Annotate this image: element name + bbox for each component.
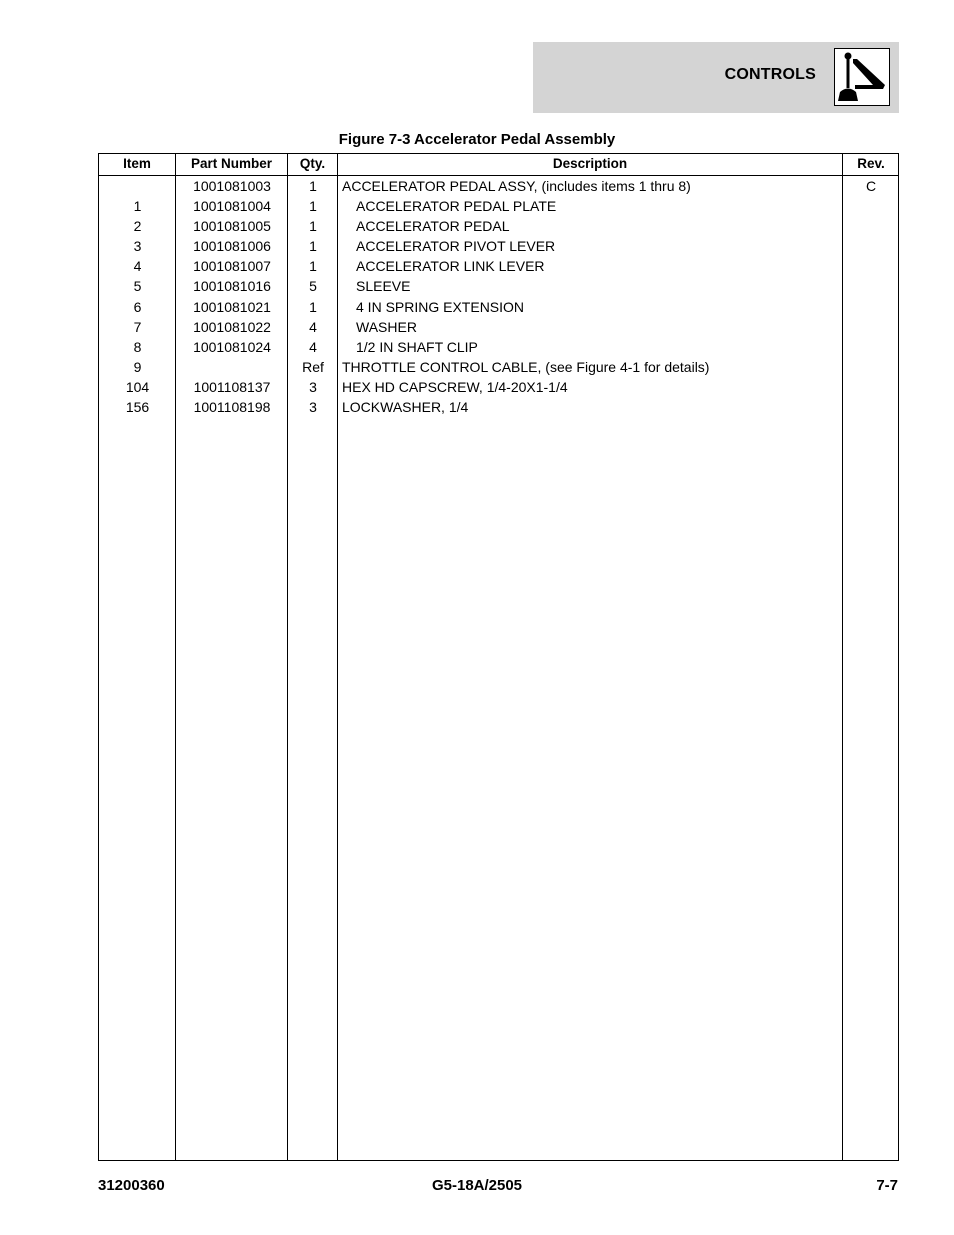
item-number: 104	[125, 378, 150, 395]
description: SLEEVE	[356, 278, 411, 295]
column-header-item: Item	[123, 156, 151, 171]
quantity: 1	[309, 238, 317, 255]
quantity: 4	[309, 338, 317, 355]
description: LOCKWASHER, 1/4	[342, 399, 469, 416]
quantity: 3	[309, 378, 317, 395]
section-header	[533, 42, 899, 113]
item-number: 4	[133, 258, 142, 275]
item-number: 8	[133, 338, 142, 355]
table-body	[99, 177, 898, 418]
table-row	[99, 338, 898, 358]
table-row	[99, 257, 898, 277]
quantity: 3	[309, 399, 317, 416]
page-number: 7-7	[876, 1177, 898, 1194]
figure-title: Figure 7-3 Accelerator Pedal Assembly	[338, 131, 616, 148]
part-number: 1001081016	[193, 278, 271, 295]
column-header-rev: Rev.	[857, 156, 885, 171]
header-divider	[99, 175, 898, 176]
item-number: 6	[133, 298, 142, 315]
table-row	[99, 177, 898, 197]
item-number: 1	[133, 198, 142, 215]
part-number: 1001081024	[193, 338, 271, 355]
joystick-control-icon	[834, 48, 890, 106]
description: HEX HD CAPSCREW, 1/4-20X1-1/4	[342, 378, 568, 395]
part-number: 1001081004	[193, 198, 271, 215]
quantity: Ref	[302, 358, 324, 375]
revision: C	[865, 178, 877, 194]
model-number: G5-18A/2505	[431, 1177, 523, 1194]
quantity: 1	[309, 198, 317, 215]
part-number: 1001081022	[193, 318, 271, 335]
description: ACCELERATOR LINK LEVER	[356, 258, 545, 275]
section-title: CONTROLS	[724, 66, 816, 83]
quantity: 1	[309, 218, 317, 235]
item-number: 2	[133, 218, 142, 235]
quantity: 1	[309, 258, 317, 275]
part-number: 1001081005	[193, 218, 271, 235]
part-number: 1001081021	[193, 298, 271, 315]
column-header-qty: Qty.	[299, 156, 326, 171]
table-row	[99, 277, 898, 297]
description: 1/2 IN SHAFT CLIP	[356, 338, 478, 355]
column-header-part-number: Part Number	[190, 156, 273, 171]
description: ACCELERATOR PEDAL ASSY, (includes items 1 thru 8)	[342, 178, 691, 194]
table-row	[99, 237, 898, 257]
table-row	[99, 398, 898, 418]
description: THROTTLE CONTROL CABLE, (see Figure 4-1 for details)	[342, 358, 710, 375]
part-number: 1001081007	[193, 258, 271, 275]
description: ACCELERATOR PIVOT LEVER	[356, 238, 556, 255]
part-number: 1001081003	[193, 178, 271, 194]
quantity: 1	[309, 298, 317, 315]
description: WASHER	[356, 318, 417, 335]
table-row	[99, 318, 898, 338]
document-number: 31200360	[98, 1177, 165, 1194]
item-number: 9	[133, 358, 142, 375]
part-number: 1001081006	[193, 238, 271, 255]
part-number: 1001108198	[193, 399, 271, 416]
description: 4 IN SPRING EXTENSION	[356, 298, 525, 315]
column-header-description: Description	[552, 156, 628, 171]
item-number: 3	[133, 238, 142, 255]
quantity: 5	[309, 278, 317, 295]
item-number: 156	[125, 399, 150, 416]
table-row	[99, 298, 898, 318]
description: ACCELERATOR PEDAL	[356, 218, 510, 235]
table-row	[99, 197, 898, 217]
item-number: 7	[133, 318, 142, 335]
table-row	[99, 217, 898, 237]
quantity: 1	[309, 178, 317, 194]
table-row	[99, 378, 898, 398]
table-row	[99, 358, 898, 378]
item-number: 5	[133, 278, 142, 295]
parts-table	[98, 153, 899, 1161]
quantity: 4	[309, 318, 317, 335]
description: ACCELERATOR PEDAL PLATE	[356, 198, 557, 215]
part-number: 1001108137	[193, 378, 271, 395]
